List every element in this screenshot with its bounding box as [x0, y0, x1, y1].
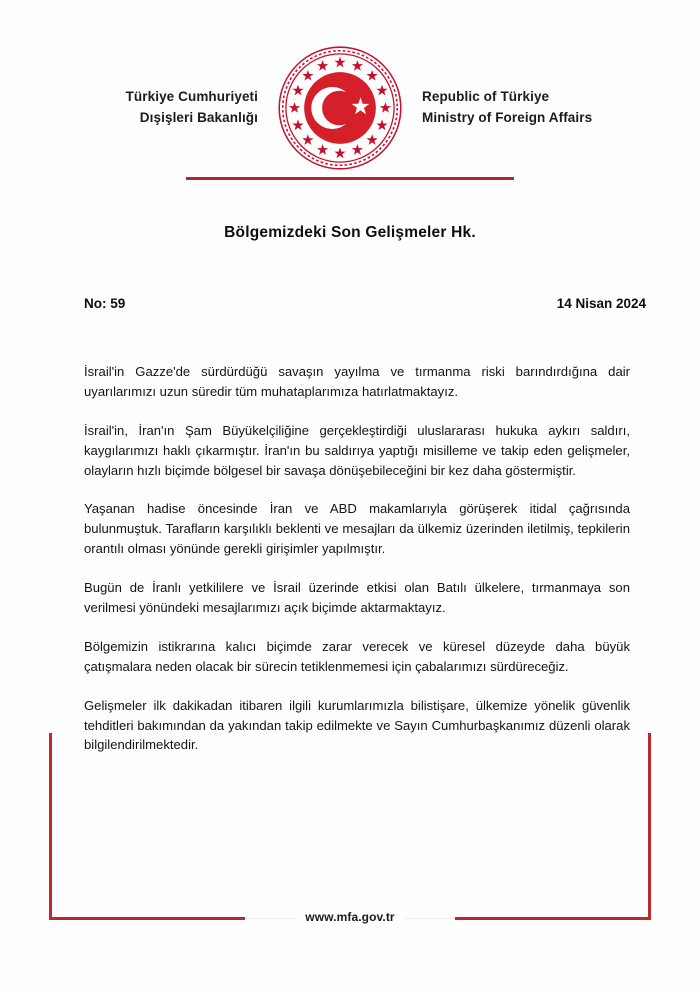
press-release-date: 14 Nisan 2024 — [556, 296, 646, 311]
press-release-number: No: 59 — [84, 296, 126, 311]
header-turkish-line-2: Dışişleri Bakanlığı — [139, 109, 258, 125]
body-paragraph: Bugün de İranlı yetkililere ve İsrail üzerinde etkisi olan Batılı ülkelere, tırmanmaya son verilmesi yönündeki mesajlarımızı açık biçimde aktarmaktayız. — [84, 580, 630, 616]
body-paragraph: Gelişmeler ilk dakikadan itibaren ilgili kurumlarımızla bilistişare, ülkemize yönelik güvenlik tehditleri bakımından da yakından takip edilmekte ve Sayın Cumhurbaşkanımız düzenli olarak bilgilendirilmektedir. — [84, 697, 630, 753]
footer-frame-left-edge — [49, 733, 52, 920]
header-divider-rule — [186, 177, 514, 180]
document-meta-row — [84, 296, 646, 311]
document-header — [0, 40, 700, 175]
page-title: Bölgemizdeki Son Gelişmeler Hk. — [224, 224, 476, 241]
footer-website-url-text: www.mfa.gov.tr — [295, 910, 404, 924]
body-paragraph: İsrail'in Gazze'de sürdürdüğü savaşın yayılma ve tırmanma riski barındırdığına dair uyarılarımızı uzun süredir tüm muhataplarımıza hatırlatmaktayız. — [84, 364, 630, 399]
header-english-line-2: Ministry of Foreign Affairs — [422, 109, 593, 125]
body-paragraph: Yaşanan hadise öncesinde İran ve ABD makamlarıyla görüşerek itidal çağrısında bulunmuştuk. Tarafların karşılıklı beklenti ve mesajları da ülkemiz üzerinden iletilmiş, tepkilerin orantılı olması yönünde gerekli girişimler yapılmıştır. — [84, 501, 630, 557]
turkish-mfa-emblem-icon — [276, 44, 404, 172]
document-body — [84, 362, 630, 755]
footer-website-url[interactable] — [0, 910, 700, 924]
header-turkish-title — [108, 87, 258, 129]
header-turkish-line-1: Türkiye Cumhuriyeti — [125, 88, 258, 104]
body-paragraph: İsrail'in, İran'ın Şam Büyükelçiliğine gerçekleştirdiği uluslararası hukuka aykırı saldırı, kaygılarımızı haklı çıkarmıştır. İran'ın bu saldırıya yaptığı misilleme ve takip eden gelişmeler, olayların hızlı biçimde bölgesel bir savaşa dönüşebileceğini bir kez daha göstermiştir. — [84, 422, 630, 478]
footer-frame-right-edge — [648, 733, 651, 920]
header-english-line-1: Republic of Türkiye — [422, 88, 550, 104]
body-paragraph: Bölgemizin istikrarına kalıcı biçimde zarar verecek ve küresel düzeyde daha büyük çatışmalara neden olacak bir sürecin tetiklenmemesi için çabalarımızı sürdüreceğiz. — [84, 638, 630, 674]
header-english-title — [422, 87, 592, 129]
